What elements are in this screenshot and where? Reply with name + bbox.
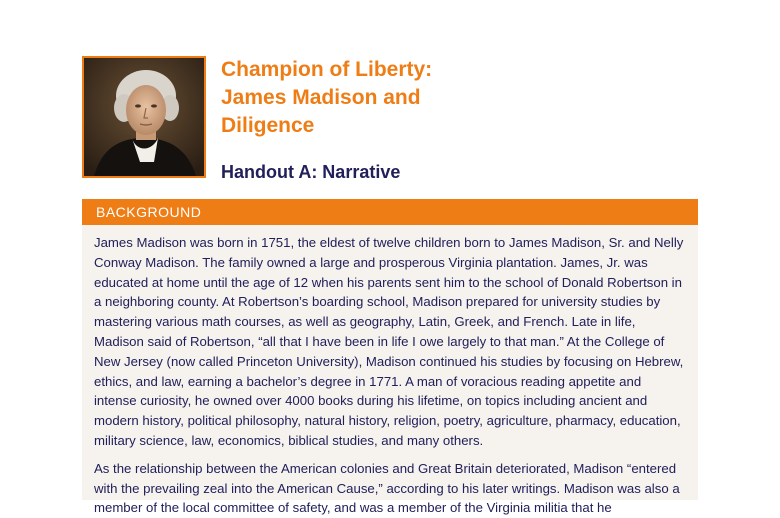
title-line-2: James Madison and bbox=[221, 86, 421, 109]
title-line-3: Diligence bbox=[221, 114, 315, 137]
portrait-image bbox=[82, 56, 206, 178]
page-subtitle: Handout A: Narrative bbox=[221, 162, 401, 182]
section-body bbox=[82, 225, 698, 516]
page-title bbox=[221, 56, 521, 140]
title-line-1: Champion of Liberty: bbox=[221, 58, 433, 81]
paragraph-1: James Madison was born in 1751, the eldest of twelve children born to James Madison, Sr. and Nelly Conway Madison. The family owned a large and prosperous Virginia plantation. James, Jr. was educated at home until the age of 12 when his parents sent him to the school of Donald Robertson in a neighboring county. At Robertson’s boarding school, Madison prepared for university studies by mastering various math courses, as well as geography, Latin, Greek, and French. Late in life, Madison said of Robertson, “all that I have been in life I owe largely to that man.” At the College of New Jersey (now called Princeton University), Madison continued his studies by focusing on Hebrew, ethics, and law, earning a bachelor’s degree in 1771. A man of voracious reading appetite and intense curiosity, he owned over 4000 books during his lifetime, on topics including ancient and modern history, political philosophy, natural history, religion, poetry, agriculture, pharmacy, education, military science, law, economics, biblical studies, and many others. bbox=[94, 235, 684, 448]
paragraph-2: As the relationship between the American colonies and Great Britain deteriorated, Madison “entered with the prevailing zeal into the American Cause,” according to his later writings. Madison was also a member of the local committee of safety, and was a member of the Virginia militia that he bbox=[94, 460, 680, 516]
section-heading: BACKGROUND bbox=[82, 199, 698, 225]
